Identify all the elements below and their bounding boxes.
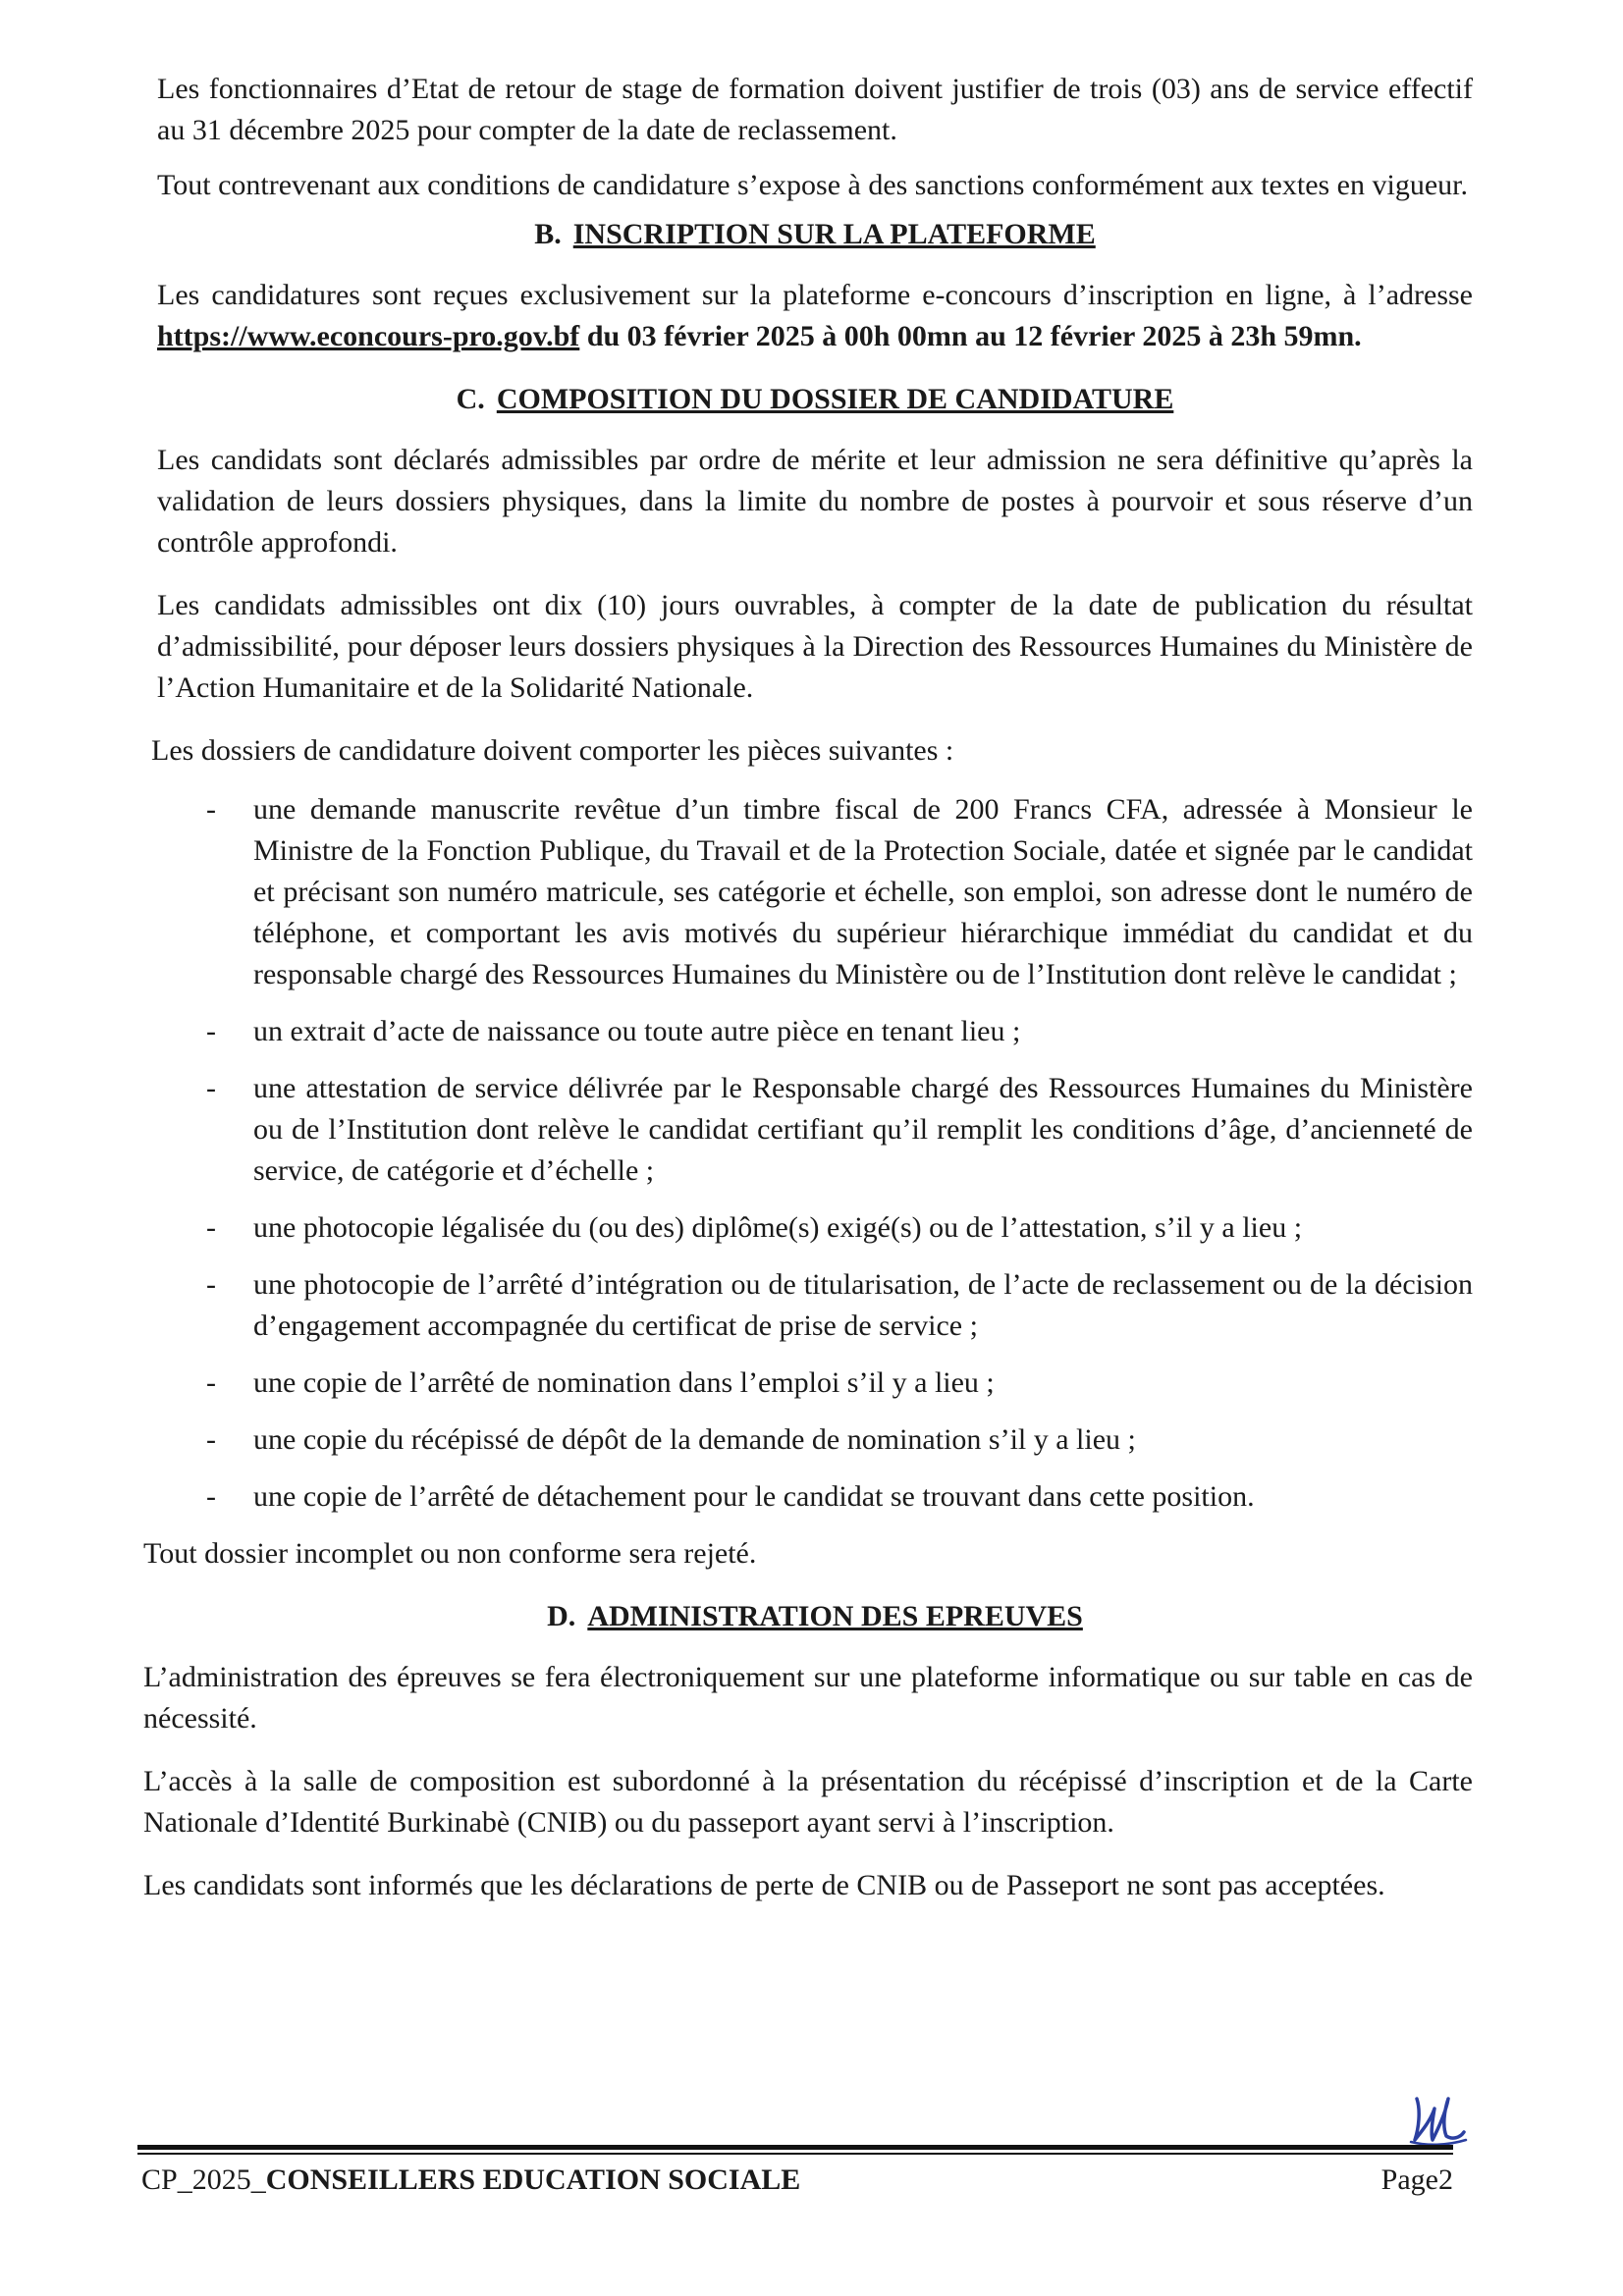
section-c-heading bbox=[157, 379, 1473, 420]
list-item bbox=[206, 1068, 1473, 1192]
section-d-paragraph-1: L’administration des épreuves se fera électroniquement sur une plateforme informatique ou sur table en cas de nécessité. bbox=[143, 1661, 1473, 1735]
intro-paragraph-1: Les fonctionnaires d’Etat de retour de stage de formation doivent justifier de trois (03) ans de service effectif au 31 décembre 2025 pour compter de la date de reclassement. bbox=[157, 73, 1473, 146]
section-c-paragraph-4: Tout dossier incomplet ou non conforme sera rejeté. bbox=[143, 1537, 757, 1570]
platform-url-link[interactable]: https://www.econcours-pro.gov.bf bbox=[157, 320, 580, 352]
section-d-paragraph-2: L’accès à la salle de composition est subordonné à la présentation du récépissé d’inscription et de la Carte Nationale d’Identité Burkinabè (CNIB) ou du passeport ayant servi à l’inscription. bbox=[143, 1765, 1473, 1839]
list-item-text: une copie de l’arrêté de détachement pour le candidat se trouvant dans cette position. bbox=[253, 1480, 1255, 1513]
list-dash: - bbox=[206, 1015, 216, 1047]
document-page bbox=[143, 69, 1473, 1906]
section-d-letter: D. bbox=[547, 1600, 576, 1632]
list-dash: - bbox=[206, 1211, 216, 1244]
list-dash: - bbox=[206, 793, 216, 826]
registration-dates: du 03 février 2025 à 00h 00mn au 12 février 2025 à 23h 59mn. bbox=[579, 320, 1362, 352]
list-dash: - bbox=[206, 1423, 216, 1456]
section-b-heading bbox=[157, 214, 1473, 255]
required-documents-list bbox=[157, 789, 1473, 1518]
list-dash: - bbox=[206, 1480, 216, 1513]
section-b-paragraph bbox=[157, 275, 1473, 357]
section-c-letter: C. bbox=[456, 383, 485, 415]
list-item bbox=[206, 789, 1473, 995]
list-item-text: une photocopie légalisée du (ou des) diplôme(s) exigé(s) ou de l’attestation, s’il y a lieu ; bbox=[253, 1211, 1303, 1244]
section-d-title: ADMINISTRATION DES EPREUVES bbox=[587, 1600, 1083, 1632]
list-item-text: une photocopie de l’arrêté d’intégration ou de titularisation, de l’acte de reclassement ou de la décision d’engagement accompagnée du certificat de prise de service ; bbox=[253, 1268, 1473, 1342]
footer-document-title bbox=[141, 2160, 800, 2201]
section-d-heading bbox=[157, 1596, 1473, 1637]
list-item bbox=[206, 1207, 1473, 1249]
list-item bbox=[206, 1419, 1473, 1461]
section-c-paragraph-2: Les candidats admissibles ont dix (10) jours ouvrables, à compter de la date de publication du résultat d’admissibilité, pour déposer leurs dossiers physiques à la Direction des Ressources Humaines du Ministère de l’Action Humanitaire et de la Solidarité Nationale. bbox=[157, 589, 1473, 704]
list-item bbox=[206, 1362, 1473, 1404]
list-item-text: une copie de l’arrêté de nomination dans l’emploi s’il y a lieu ; bbox=[253, 1366, 995, 1399]
section-c-paragraph-3: Les dossiers de candidature doivent comporter les pièces suivantes : bbox=[151, 734, 954, 767]
section-c-paragraph-1: Les candidats sont déclarés admissibles par ordre de mérite et leur admission ne sera définitive qu’après la validation de leurs dossiers physiques, dans la limite du nombre de postes à pourvoir et sous réserve d’un contrôle approfondi. bbox=[157, 444, 1473, 559]
footer-title: CONSEILLERS EDUCATION SOCIALE bbox=[265, 2163, 801, 2196]
list-dash: - bbox=[206, 1268, 216, 1301]
section-b-title: INSCRIPTION SUR LA PLATEFORME bbox=[572, 218, 1096, 250]
section-b-letter: B. bbox=[534, 218, 562, 250]
list-item-text: un extrait d’acte de naissance ou toute autre pièce en tenant lieu ; bbox=[253, 1015, 1021, 1047]
initials-signature bbox=[1409, 2081, 1468, 2150]
page-footer bbox=[141, 2160, 1453, 2201]
list-item bbox=[206, 1476, 1473, 1518]
footer-prefix: CP_2025_ bbox=[141, 2163, 266, 2196]
list-item bbox=[206, 1264, 1473, 1347]
footer-rule-thin bbox=[137, 2153, 1453, 2155]
intro-paragraph-2: Tout contrevenant aux conditions de candidature s’expose à des sanctions conformément aux textes en vigueur. bbox=[157, 169, 1468, 201]
section-d-paragraph-3: Les candidats sont informés que les déclarations de perte de CNIB ou de Passeport ne sont pas acceptées. bbox=[143, 1869, 1385, 1901]
list-item-text: une copie du récépissé de dépôt de la demande de nomination s’il y a lieu ; bbox=[253, 1423, 1136, 1456]
list-dash: - bbox=[206, 1072, 216, 1104]
list-item bbox=[206, 1011, 1473, 1052]
section-b-text: Les candidatures sont reçues exclusivement sur la plateforme e-concours d’inscription en ligne, à l’adresse bbox=[157, 279, 1473, 311]
list-item-text: une attestation de service délivrée par le Responsable chargé des Ressources Humaines du Ministère ou de l’Institution dont relève le candidat certifiant qu’il remplit les conditions d’âge, d’ancienneté de service, de catégorie et d’échelle ; bbox=[253, 1072, 1473, 1187]
list-item-text: une demande manuscrite revêtue d’un timbre fiscal de 200 Francs CFA, adressée à Monsieur le Ministre de la Fonction Publique, du Travail et de la Protection Sociale, datée et signée par le candidat et précisant son numéro matricule, ses catégorie et échelle, son emploi, son adresse dont le numéro de téléphone, et comportant les avis motivés du supérieur hiérarchique immédiat du candidat et du responsable chargé des Ressources Humaines du Ministère ou de l’Institution dont relève le candidat ; bbox=[253, 793, 1473, 990]
footer-rule-thick bbox=[137, 2145, 1453, 2150]
list-dash: - bbox=[206, 1366, 216, 1399]
section-c-title: COMPOSITION DU DOSSIER DE CANDIDATURE bbox=[496, 383, 1174, 415]
footer-page-number: Page2 bbox=[1380, 2163, 1453, 2196]
